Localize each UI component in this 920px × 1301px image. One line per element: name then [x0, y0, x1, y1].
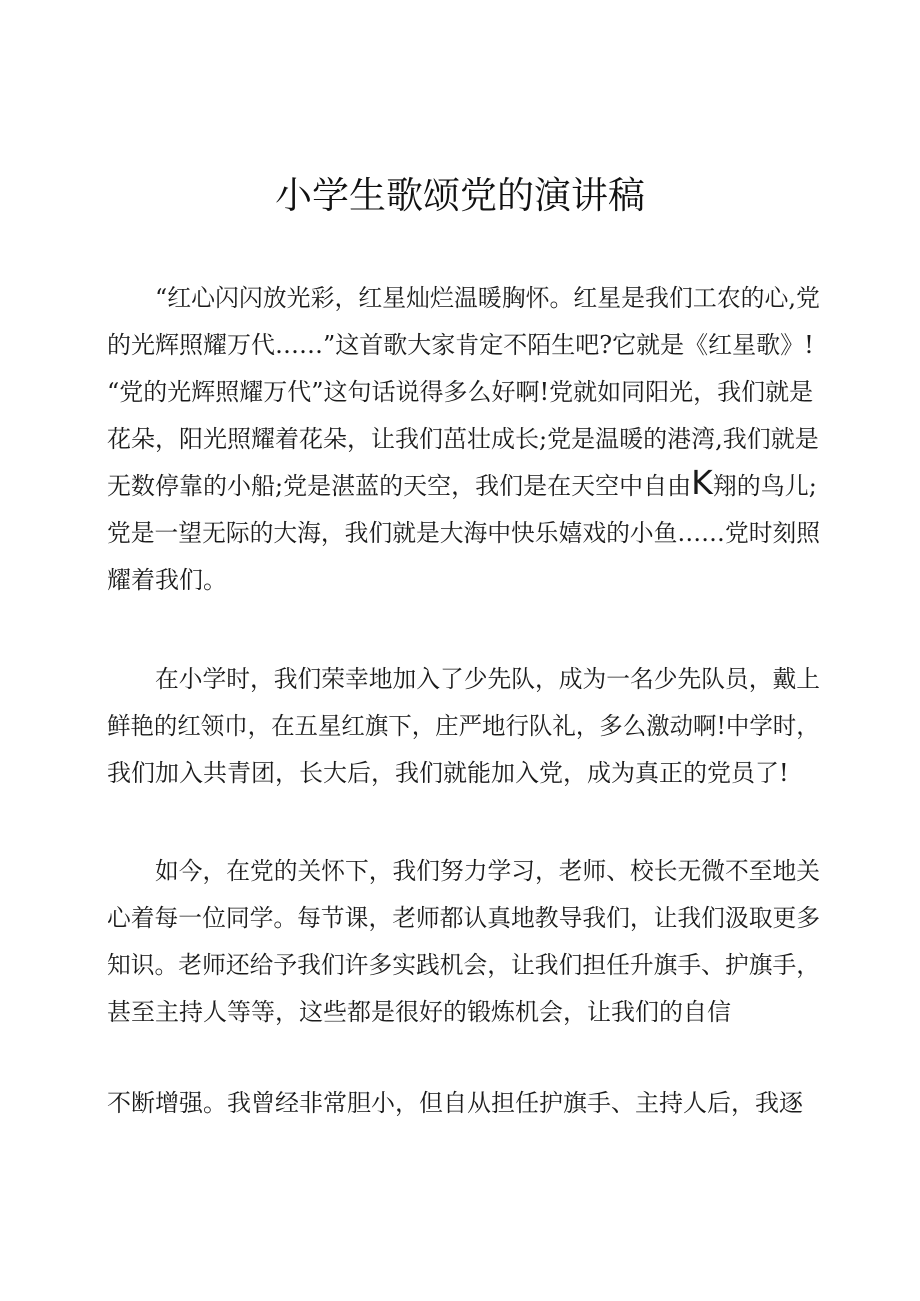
- paragraph-2-line-3: 我们加入共青团，长大后，我们就能加入党，成为真正的党员了!: [107, 759, 789, 787]
- paragraph-1-line-1: “红心闪闪放光彩，红星灿烂温暖胸怀。红星是我们工农的心,党: [155, 284, 820, 312]
- paragraph-1-line-5: [107, 463, 817, 505]
- glyph-k: K: [691, 463, 713, 502]
- paragraph-1-line-5-text-b: 翔的鸟儿;: [712, 472, 817, 500]
- paragraph-3-line-1: 如今，在党的关怀下，我们努力学习，老师、校长无微不至地关: [155, 857, 821, 885]
- paragraph-1-line-3: “党的光辉照耀万代”这句话说得多么好啊!党就如同阳光，我们就是: [107, 378, 814, 406]
- paragraph-2-line-1: 在小学时，我们荣幸地加入了少先队，成为一名少先队员，戴上: [155, 665, 821, 693]
- paragraph-4-line-1: 不断增强。我曾经非常胆小，但自从担任护旗手、主持人后，我逐: [107, 1089, 803, 1117]
- paragraph-1-line-4: 花朵，阳光照耀着花朵，让我们茁壮成长;党是温暖的港湾,我们就是: [107, 425, 819, 453]
- paragraph-3-line-2: 心着每一位同学。每节课，老师都认真地教导我们，让我们汲取更多: [107, 904, 821, 932]
- paragraph-3-line-4: 甚至主持人等等，这些都是很好的锻炼机会，让我们的自信: [107, 998, 731, 1026]
- paragraph-1-line-6: 党是一望无际的大海，我们就是大海中快乐嬉戏的小鱼……党时刻照: [107, 519, 821, 547]
- paragraph-2-line-2: 鲜艳的红领巾，在五星红旗下，庄严地行队礼，多么激动啊!中学时，: [107, 712, 820, 740]
- paragraph-1-line-7: 耀着我们。: [107, 566, 227, 594]
- paragraph-1-line-2: 的光辉照耀万代……”这首歌大家肯定不陌生吧?它就是《红星歌》!: [107, 331, 814, 359]
- paragraph-1-line-5-text-a: 无数停靠的小船;党是湛蓝的天空，我们是在天空中自由: [107, 472, 692, 500]
- paragraph-3-line-3: 知识。老师还给予我们许多实践机会，让我们担任升旗手、护旗手，: [107, 951, 821, 979]
- document-title: 小学生歌颂党的演讲稿: [275, 174, 645, 217]
